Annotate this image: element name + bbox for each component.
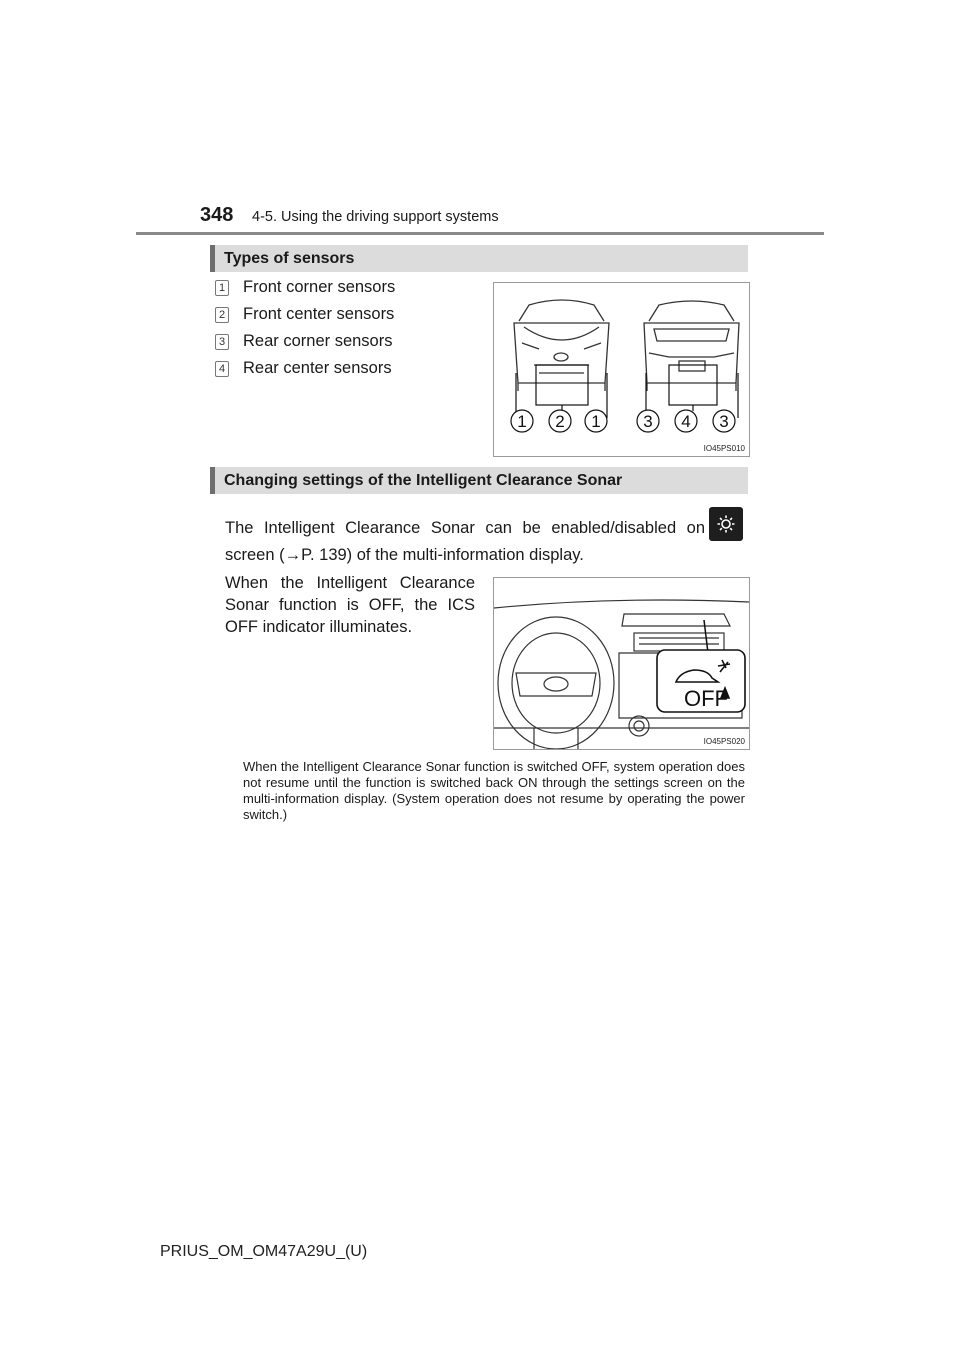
callout-label: 2 — [555, 412, 565, 431]
list-number: 4 — [215, 361, 229, 377]
settings-paragraph-2: screen (→P. 139) of the multi-information display. — [225, 546, 584, 564]
document-id: PRIUS_OM_OM47A29U_(U) — [160, 1243, 368, 1260]
callout-label: 3 — [719, 412, 729, 431]
sensor-location-figure — [493, 282, 750, 457]
figure-code: IO45PS010 — [703, 444, 745, 453]
list-number: 3 — [215, 334, 229, 350]
dashboard-illustration — [494, 578, 749, 749]
indicator-off-text: OFF — [684, 686, 728, 711]
list-item-rear-center: Rear center sensors — [243, 359, 392, 377]
page-number: 348 — [200, 204, 234, 226]
list-number: 2 — [215, 307, 229, 323]
note-paragraph: When the Intelligent Clearance Sonar function is switched OFF, system operation does not resume until the function is switched back ON through the settings screen on the multi-information display. (System operation does not resume by operating the power switch.) — [243, 759, 745, 822]
callout-label: 1 — [517, 412, 527, 431]
car-sensor-illustration — [494, 283, 749, 456]
section-heading-types: Types of sensors — [210, 245, 748, 272]
settings-paragraph-3: When the Intelligent Clearance Sonar function is OFF, the ICS OFF indicator illuminates. — [225, 574, 475, 636]
settings-paragraph-1: The Intelligent Clearance Sonar can be enabled/disabled on — [225, 519, 705, 537]
header-rule — [136, 232, 824, 235]
list-number: 1 — [215, 280, 229, 296]
list-item-front-center: Front center sensors — [243, 305, 395, 323]
list-item-front-corner: Front corner sensors — [243, 278, 396, 296]
chapter-title: 4-5. Using the driving support systems — [252, 209, 499, 225]
list-item-rear-corner: Rear corner sensors — [243, 332, 393, 350]
section-heading-settings: Changing settings of the Intelligent Clearance Sonar — [210, 467, 748, 494]
gear-icon — [709, 507, 743, 541]
callout-label: 4 — [681, 412, 691, 431]
callout-label: 1 — [591, 412, 601, 431]
callout-label: 3 — [643, 412, 653, 431]
dashboard-figure — [493, 577, 750, 750]
figure-code: IO45PS020 — [703, 737, 745, 746]
